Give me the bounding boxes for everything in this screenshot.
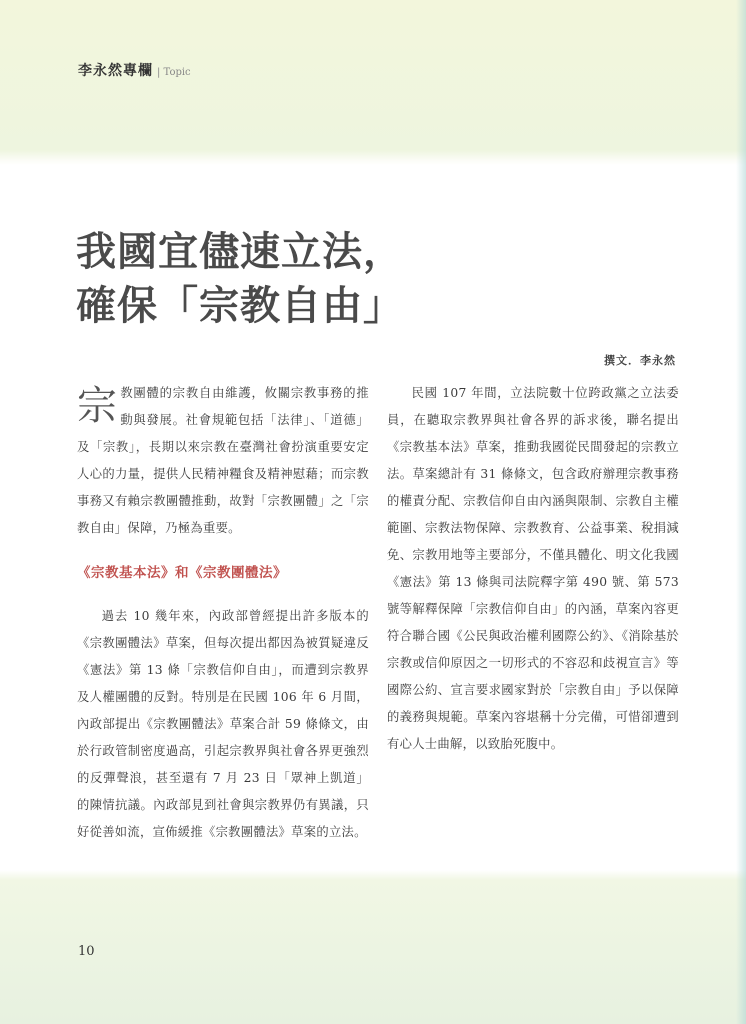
section-subheading: 《宗教基本法》和《宗教團體法》 (77, 565, 287, 581)
column-name: 李永然專欄 (78, 63, 153, 79)
byline: 撰文．李永然 (604, 354, 676, 367)
column-topic: | Topic (157, 67, 191, 78)
paragraph-intro-text: 教團體的宗教自由維護，攸關宗教事務的推動與發展。社會規範包括「法律」、「道德」及「宗教」，長期以來宗教在臺灣社會扮演重要安定人心的力量，提供人民精神糧食及精神慰藉；而宗教事務又有賴宗教團體推動，故對「宗教團體」之「宗教自由」保障，乃極為重要。 (77, 386, 369, 535)
article-column-right (387, 380, 679, 758)
page-number: 10 (78, 944, 95, 959)
column-header (78, 60, 191, 80)
paragraph-intro (77, 380, 369, 542)
drop-cap: 宗 (77, 383, 118, 429)
title-line-1: 我國宜儘速立法， (76, 228, 404, 275)
article-title (76, 225, 404, 333)
article-column-left (77, 380, 369, 846)
title-line-2: 確保「宗教自由」 (76, 282, 404, 329)
paragraph-history: 過去 10 幾年來，內政部曾經提出許多版本的《宗教團體法》草案，但每次提出都因為被質疑違反《憲法》第 13 條「宗教信仰自由」，而遭到宗教界及人權團體的反對。特別是在民國 106 年 6 月間，內政部提出《宗教團體法》草案合計 59 條條文，由於行政管制密度過高，引起宗教界與社會各界更強烈的反彈聲浪，甚至還有 7 月 23 日「眾神上凱道」的陳情抗議。內政部見到社會與宗教界仍有異議，只好從善如流，宣佈緩推《宗教團體法》草案的立法。 (77, 609, 369, 839)
paragraph-legislation: 民國 107 年間，立法院數十位跨政黨之立法委員，在聽取宗教界與社會各界的訴求後，聯名提出《宗教基本法》草案，推動我國從民間發起的宗教立法。草案總計有 31 條條文，包含政府辦理宗教事務的權責分配、宗教信仰自由內涵與限制、宗教自主權範圍、宗教法物保障、宗教教育、公益事業、稅捐減免、宗教用地等主要部分，不僅具體化、明文化我國《憲法》第 13 條與司法院釋字第 490 號、第 573 號等解釋保障「宗教信仰自由」的內涵，草案內容更符合聯合國《公民與政治權利國際公約》、《消除基於宗教或信仰原因之一切形式的不容忍和歧視宣言》等國際公約、宣言要求國家對於「宗教自由」予以保障的義務與規範。草案內容堪稱十分完備，可惜卻遭到有心人士曲解，以致胎死腹中。 (387, 386, 679, 751)
page-edge-shadow (736, 0, 746, 1024)
